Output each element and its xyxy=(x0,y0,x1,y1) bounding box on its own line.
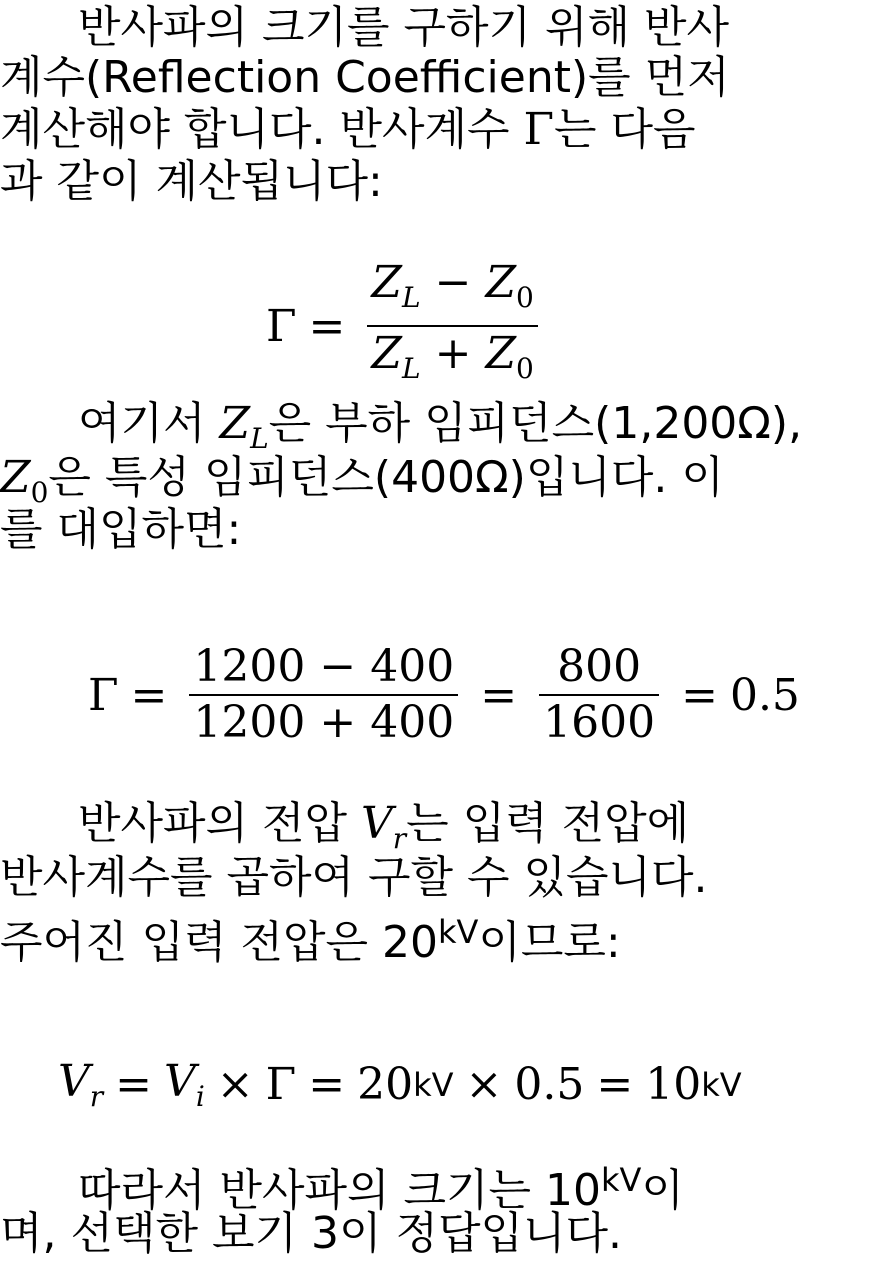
zl-symbol: $Z_L$ xyxy=(219,398,269,455)
eq3-value-10: 10 xyxy=(645,1059,702,1110)
para1-line3 xyxy=(0,102,696,158)
eq2-fraction-1 xyxy=(189,640,458,750)
para3-line3-text-a: 주어진 입력 전압은 20 xyxy=(0,917,438,968)
z0-symbol: $Z_0$ xyxy=(0,452,49,509)
para2-line3: 를 대입하면: xyxy=(0,504,242,555)
eq2-f2-denominator: 1600 xyxy=(543,697,656,748)
vr-symbol: $V_r$ xyxy=(361,798,407,855)
para2-line1-text-a: 여기서 xyxy=(78,398,220,449)
eq1-numerator: $Z_L - Z_0$ xyxy=(371,257,534,314)
para2-line2-text: 은 특성 임피던스(400Ω)입니다. 이 xyxy=(48,452,724,503)
eq2-equals-1: = xyxy=(130,669,168,721)
eq1-fraction xyxy=(367,256,537,396)
eq3-times-1: × xyxy=(216,1059,254,1110)
eq3-equals-3: = xyxy=(596,1059,634,1110)
para1-line2: 계수(Reflection Coefficient)를 먼저 xyxy=(0,52,730,103)
para3-line3-text-b: 이므로: xyxy=(478,917,621,968)
eq3-value-0-5: 0.5 xyxy=(514,1059,585,1110)
eq1-lhs: Γ xyxy=(266,300,297,352)
equation-gamma-substitution xyxy=(88,640,800,750)
gamma-symbol: Γ xyxy=(523,104,555,155)
para1-line3-text-b: 는 다음 xyxy=(554,104,696,155)
eq2-f1-denominator: 1200 + 400 xyxy=(193,697,455,748)
para1-line1: 반사파의 크기를 구하기 위해 반사 xyxy=(78,2,729,53)
para3-line1-text-b: 는 입력 전압에 xyxy=(406,798,690,849)
eq3-equals-2: = xyxy=(308,1059,346,1110)
para3-line2: 반사계수를 곱하여 구할 수 있습니다. xyxy=(0,852,708,903)
para2-line1-text-b: 은 부하 임피던스(1,200Ω), xyxy=(268,398,803,449)
equation-reflected-voltage xyxy=(58,1056,742,1113)
para1-line3-text-a: 계산해야 합니다. 반사계수 xyxy=(0,104,524,155)
eq3-vi: $V_i$ xyxy=(164,1056,205,1113)
para3-line1-text-a: 반사파의 전압 xyxy=(78,798,361,849)
eq1-denominator: $Z_L + Z_0$ xyxy=(371,328,534,385)
eq2-equals-3: = xyxy=(681,669,718,721)
equation-reflection-coefficient xyxy=(266,256,548,396)
kv-unit: kV xyxy=(437,913,479,951)
para1-line4: 과 같이 계산됩니다: xyxy=(0,156,383,207)
eq2-fraction-2 xyxy=(539,640,659,750)
para3-line3 xyxy=(0,904,621,971)
eq2-result: 0.5 xyxy=(729,669,800,721)
para4-line2: 며, 선택한 보기 3이 정답입니다. xyxy=(0,1208,622,1259)
eq3-unit-2: kV xyxy=(701,1065,742,1104)
eq2-lhs: Γ xyxy=(88,669,119,721)
eq3-unit-1: kV xyxy=(413,1065,454,1104)
eq3-equals-1: = xyxy=(115,1059,153,1110)
para4-line1-text-a: 따라서 반사파의 크기는 10 xyxy=(78,1165,601,1216)
eq3-times-2: × xyxy=(465,1059,503,1110)
eq3-value-20: 20 xyxy=(357,1059,414,1110)
eq2-equals-2: = xyxy=(480,669,518,721)
para4-line1-text-b: 이 xyxy=(641,1165,684,1216)
eq3-gamma: Γ xyxy=(265,1059,297,1110)
eq2-f1-numerator: 1200 − 400 xyxy=(193,641,455,692)
eq2-f2-numerator: 800 xyxy=(557,641,642,692)
eq1-equals: = xyxy=(308,300,346,352)
eq3-vr: $V_r$ xyxy=(58,1056,104,1113)
para4-kv-unit: kV xyxy=(601,1161,642,1199)
